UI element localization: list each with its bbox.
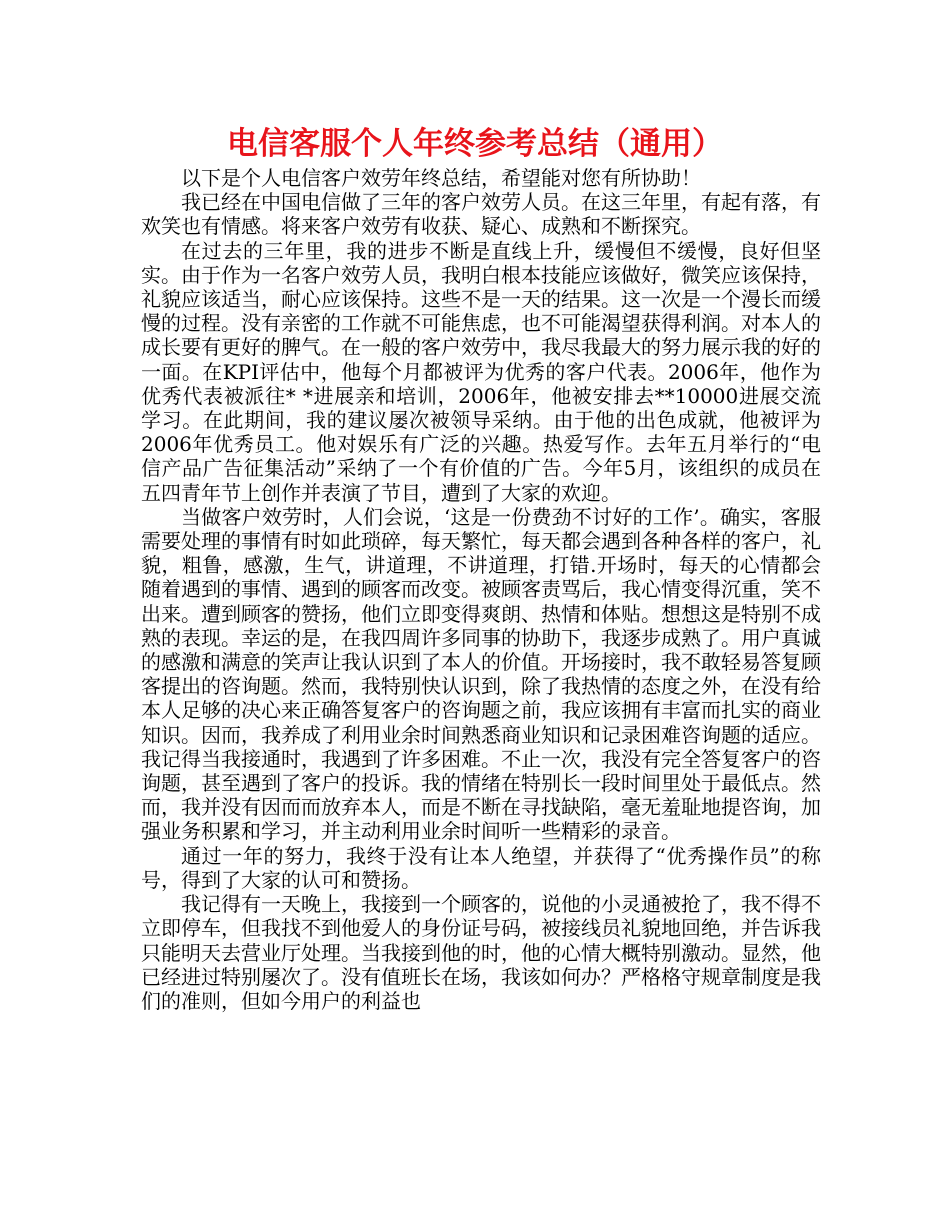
document-title: 电信客服个人年终参考总结（通用）	[227, 126, 723, 162]
paragraph-progress: 在过去的三年里，我的进步不断是直线上升，缓慢但不缓慢，良好但坚实。由于作为一名客户效劳人员，我明白根本技能应该做好，微笑应该保持，礼貌应该适当，耐心应该保持。这些不是一天的结果。这一次是一个漫长而缓慢的过程。没有亲密的工作就不可能焦虑，也不可能渴望获得利润。对本人的成长要有更好的脾气。在一般的客户效劳中，我尽我最大的努力展示我的好的一面。在KPI评估中，他每个月都被评为优秀的客户代表。2006年，他作为优秀代表被派往* *进展亲和培训，2006年，他被安排去**10000进展交流学习。在此期间，我的建议屡次被领导采纳。由于他的出色成就，他被评为2006年优秀员工。他对娱乐有广泛的兴趣。热爱写作。去年五月举行的“电信产品广告征集活动”采纳了一个有价值的广告。今年5月，该组织的成员在五四青年节上创作并表演了节目，遭到了大家的欢迎。	[141, 238, 821, 505]
document-body	[141, 166, 821, 1013]
paragraph-three-years: 我已经在中国电信做了三年的客户效劳人员。在这三年里，有起有落，有欢笑也有情感。将来客户效劳有收获、疑心、成熟和不断探究。	[141, 190, 821, 239]
paragraph-honor: 通过一年的努力，我终于没有让本人绝望，并获得了“优秀操作员”的称号，得到了大家的认可和赞扬。	[141, 843, 821, 892]
paragraph-service-experience: 当做客户效劳时，人们会说，‘这是一份费劲不讨好的工作’。确实，客服需要处理的事情有时如此琐碎，每天繁忙，每天都会遇到各种各样的客户，礼貌，粗鲁，感激，生气，讲道理，不讲道理，打错.开场时，每天的心情都会随着遇到的事情、遇到的顾客而改变。被顾客责骂后，我心情变得沉重，笑不出来。遭到顾客的赞扬，他们立即变得爽朗、热情和体贴。想想这是特别不成熟的表现。幸运的是，在我四周许多同事的协助下，我逐步成熟了。用户真诚的感激和满意的笑声让我认识到了本人的价值。开场接时，我不敢轻易答复顾客提出的咨询题。然而，我特别快认识到，除了我热情的态度之外，在没有给本人足够的决心来正确答复客户的咨询题之前，我应该拥有丰富而扎实的商业知识。因而，我养成了利用业余时间熟悉商业知识和记录困难咨询题的适应。我记得当我接通时，我遇到了许多困难。不止一次，我没有完全答复客户的咨询题，甚至遇到了客户的投诉。我的情绪在特别长一段时间里处于最低点。然而，我并没有因而而放弃本人，而是不断在寻找缺陷，毫无羞耻地提咨询，加强业务积累和学习，并主动利用业余时间听一些精彩的录音。	[141, 504, 821, 844]
paragraph-night-call: 我记得有一天晚上，我接到一个顾客的，说他的小灵通被抢了，我不得不立即停车，但我找不到他爱人的身份证号码，被接线员礼貌地回绝，并告诉我只能明天去营业厅处理。当我接到他的时，他的心情大概特别激动。显然，他已经进过特别屡次了。没有值班长在场，我该如何办？严格格守规章制度是我们的准则，但如今用户的利益也	[141, 892, 821, 1013]
paragraph-intro: 以下是个人电信客户效劳年终总结，希望能对您有所协助！	[181, 166, 701, 190]
